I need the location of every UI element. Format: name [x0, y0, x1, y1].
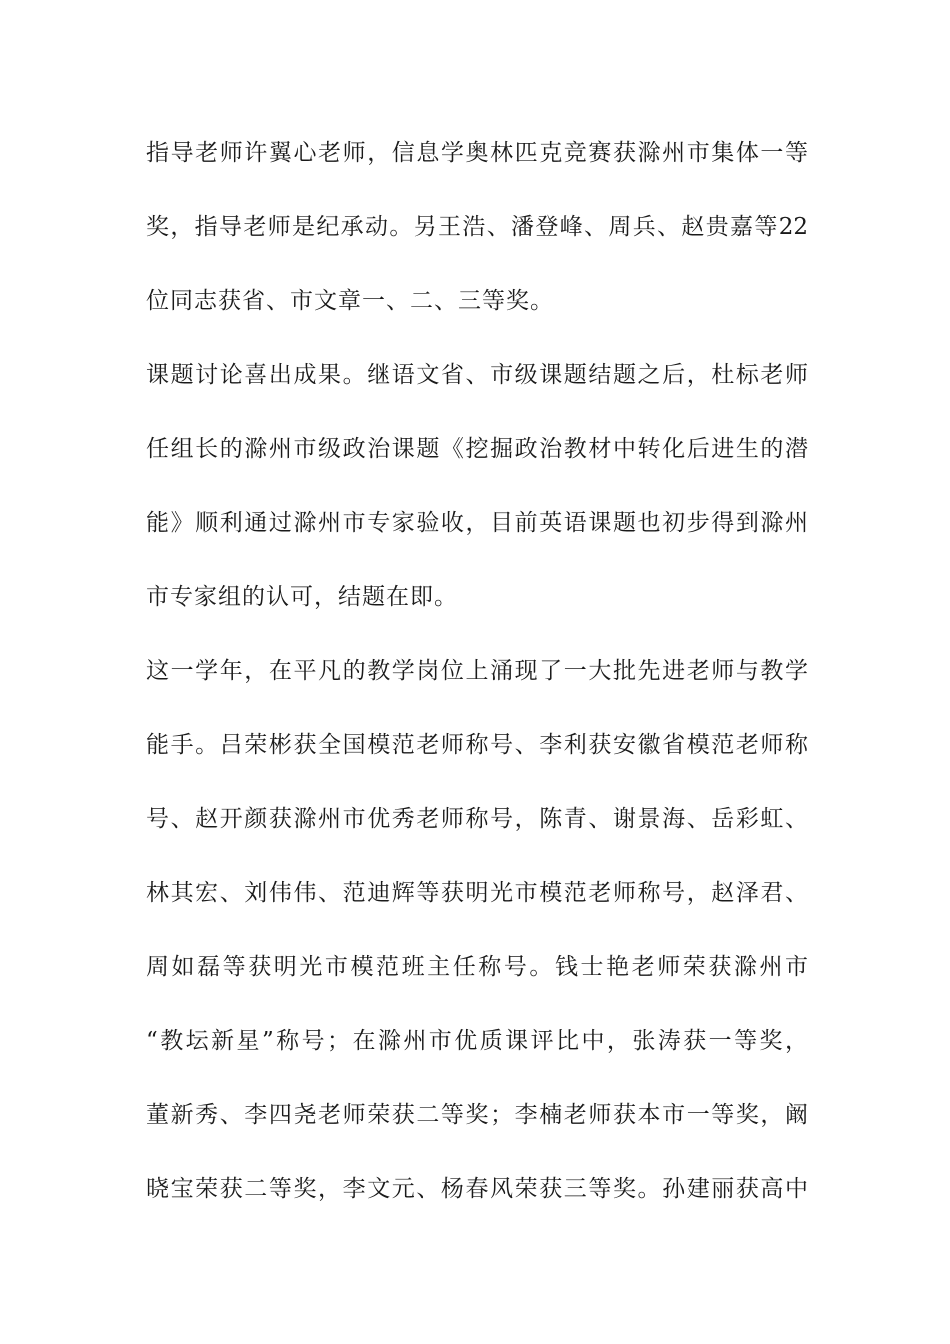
- text-line: 晓宝荣获二等奖，李文元、杨春风荣获三等奖。孙建丽获高中: [146, 1176, 808, 1202]
- text-line: 指导老师许翼心老师，信息学奥林匹克竞赛获滁州市集体一等: [146, 140, 808, 166]
- text-line: 能手。吕荣彬获全国模范老师称号、李利获安徽省模范老师称: [146, 732, 808, 758]
- text-line: 市专家组的认可，结题在即。: [146, 584, 458, 610]
- text-line: 课题讨论喜出成果。继语文省、市级课题结题之后，杜标老师: [146, 362, 808, 388]
- text-line: 任组长的滁州市级政治课题《挖掘政治教材中转化后进生的潜: [146, 436, 808, 462]
- text-line: 这一学年，在平凡的教学岗位上涌现了一大批先进老师与教学: [146, 658, 808, 684]
- text-line: 周如磊等获明光市模范班主任称号。钱士艳老师荣获滁州市: [146, 954, 808, 980]
- document-body: [146, 126, 808, 1236]
- text-line: 林其宏、刘伟伟、范迪辉等获明光市模范老师称号，赵泽君、: [146, 880, 808, 906]
- text-line: 能》顺利通过滁州市专家验收，目前英语课题也初步得到滁州: [146, 510, 808, 536]
- text-line: 号、赵开颜获滁州市优秀老师称号，陈青、谢景海、岳彩虹、: [146, 806, 808, 832]
- text-line: 董新秀、李四尧老师荣获二等奖；李楠老师获本市一等奖，阚: [146, 1102, 808, 1128]
- text-line: 奖，指导老师是纪承动。另王浩、潘登峰、周兵、赵贵嘉等22: [146, 214, 808, 240]
- text-line: 位同志获省、市文章一、二、三等奖。: [146, 288, 554, 314]
- text-line: “教坛新星”称号；在滁州市优质课评比中，张涛获一等奖，: [146, 1028, 808, 1054]
